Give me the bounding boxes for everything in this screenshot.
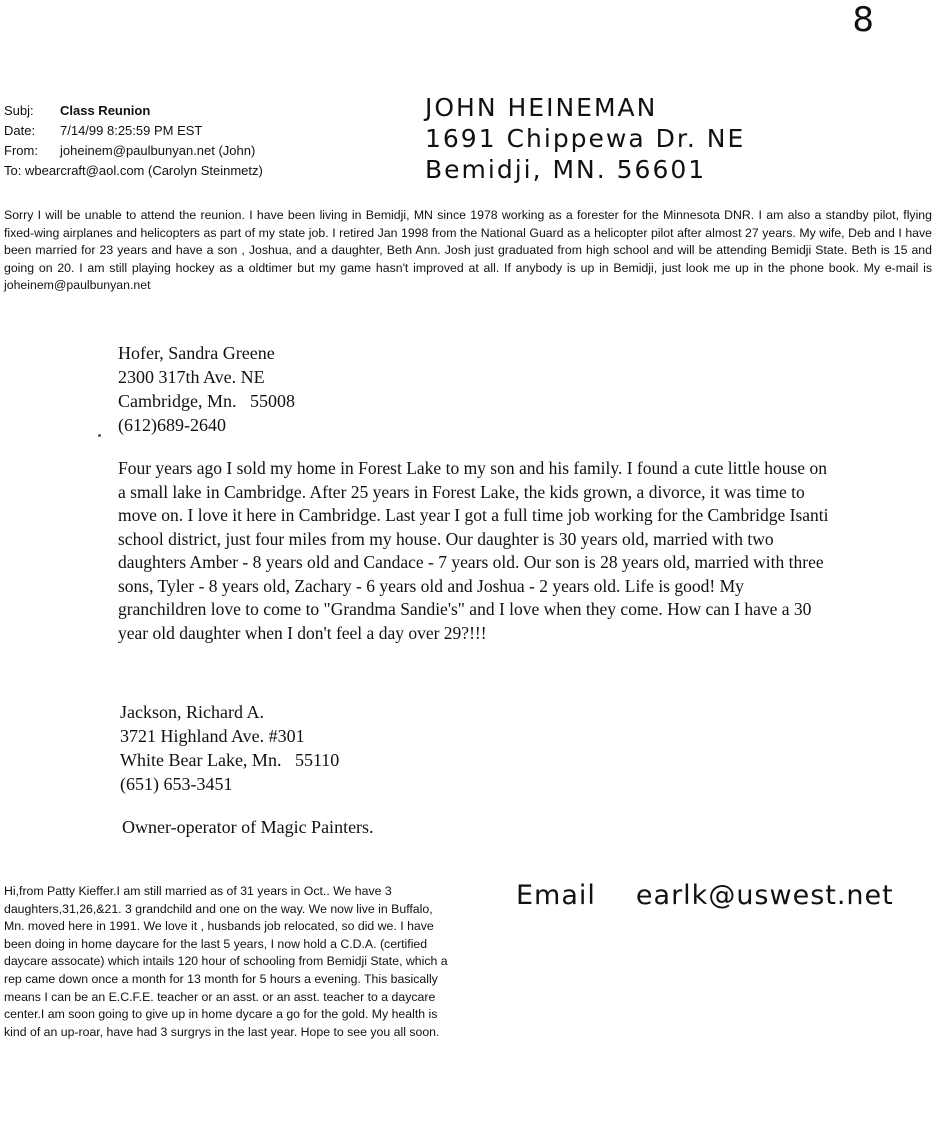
business-line: Owner-operator of Magic Painters. [122,817,374,837]
to-row [4,161,263,181]
to-value: wbearcraft@aol.com (Carolyn Steinmetz) [24,163,263,178]
handwritten-name: JOHN HEINEMAN [425,93,658,122]
handwritten-city: Bemidji, MN. 56601 [425,155,707,184]
contact-block-jackson [120,700,339,796]
contact-name: Jackson, Richard A. [120,702,264,722]
from-value: joheinem@paulbunyan.net (John) [60,143,256,158]
kieffer-letter-body: Hi,from Patty Kieffer.I am still married as of 31 years in Oct.. We have 3 daughters,31,26,&21. 3 grandchild and one on the way. We now live in Buffalo, Mn. moved here in 1991. We love it , husbands job relocated, so did we. I have been doing in home daycare for the last 5 years, I now hold a C.D.A. (certified daycare assocate) which intails 120 hour of schooling from Bemidji State, which a rep came down once a month for 13 month for 5 hours a evening. This basically means I can be an E.C.F.E. teacher or an asst. or an asst. teacher to a daycare center.I am soon going to give up in home dycare a go for the gold. My health is kind of an up-roar, have had 3 surgrys in the last year. Hope to see you all soon. [4,884,448,1039]
subject-row [4,101,263,121]
contact-block-hofer [118,341,295,437]
subject-label: Subj: [4,103,34,118]
to-label: To: [4,163,22,178]
speck-mark [98,434,101,437]
contact-phone: (651) 653-3451 [120,774,233,794]
from-row [4,141,263,161]
hofer-letter-body: Four years ago I sold my home in Forest Lake to my son and his family. I found a cute little house on a small lake in Cambridge. After 25 years in Forest Lake, the kids grown, a divorce, it was time to move on. I love it here in Cambridge. Last year I got a full time job working for the Cambridge Isanti school district, just four miles from my house. Our daughter is 30 years old, married with two daughters Amber - 8 years old and Candace - 7 years old. Our son is 28 years old, married with three sons, Tyler - 8 years old, Zachary - 6 years old and Joshua - 2 years old. Life is good! My granchildren love to come to "Grandma Sandie's" and I love when they come. How can I have a 30 year old daughter when I don't feel a day over 29?!!! [118,458,829,643]
email-header [4,101,263,181]
contact-street: 3721 Highland Ave. #301 [120,726,305,746]
email-label: Email [516,880,596,911]
handwritten-email [516,880,894,911]
date-value: 7/14/99 8:25:59 PM EST [60,123,203,138]
handwritten-street: 1691 Chippewa Dr. NE [425,124,746,153]
page-number: 8 [852,0,876,40]
subject-value: Class Reunion [60,103,151,118]
contact-phone: (612)689-2640 [118,415,226,435]
date-label: Date: [4,123,36,138]
email-address: earlk@uswest.net [635,880,894,911]
from-label: From: [4,143,38,158]
email-body: Sorry I will be unable to attend the reunion. I have been living in Bemidji, MN since 1978 working as a forester for the Minnesota DNR. I am also a standby pilot, flying fixed-wing airplanes and helicopters as part of my state job. I retired Jan 1998 from the National Guard as a helicopter pilot after almost 27 years. My wife, Deb and I have been married for 23 years and have a son , Joshua, and a daughter, Beth Ann. Josh just graduated from high school and will be attending Bemidji State. Beth is 15 and going on 20. I am still playing hockey as a oldtimer but my game hasn't improved at all. If anybody is up in Bemidji, just look me up in the phone book. My e-mail is joheinem@paulbunyan.net [4,208,932,292]
contact-city: Cambridge, Mn. 55008 [118,391,295,411]
contact-name: Hofer, Sandra Greene [118,343,275,363]
date-row [4,121,263,141]
contact-city: White Bear Lake, Mn. 55110 [120,750,340,770]
contact-street: 2300 317th Ave. NE [118,367,265,387]
handwritten-address [425,92,745,185]
